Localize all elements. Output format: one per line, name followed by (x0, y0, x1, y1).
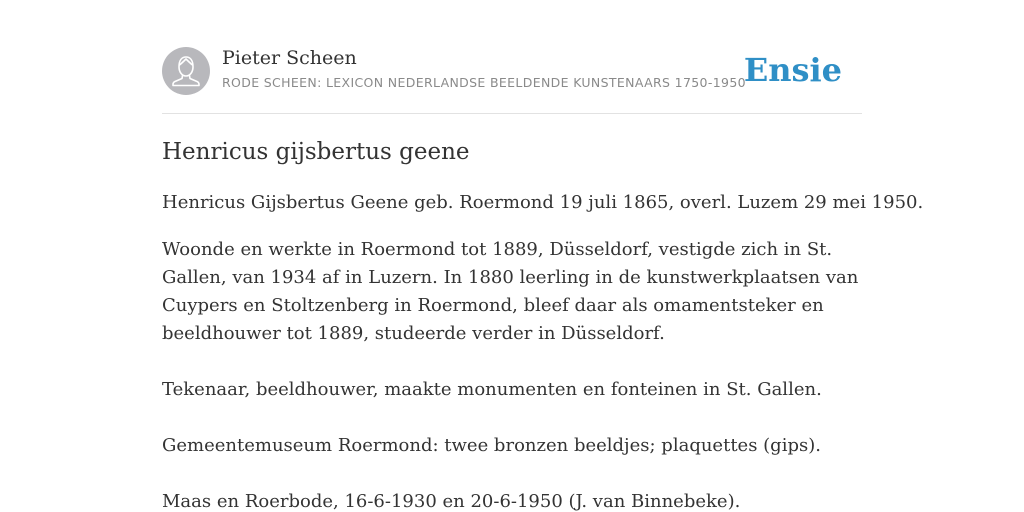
entry-header (162, 46, 862, 96)
entry-paragraph-biography: Woonde en werkte in Roermond tot 1889, Düsseldorf, vestigde zich in St. Gallen, van 1934 af in Luzern. In 1880 leerling in de kunstwerkplaatsen van Cuypers en Stoltzenberg in Roermond, bleef daar als omamentsteker en beeldhouwer tot 1889, studeerde verder in Düsseldorf. (162, 239, 859, 344)
entry-paragraph-sources: Maas en Roerbode, 16-6-1930 en 20-6-1950 (J. van Binnebeke). (162, 491, 741, 512)
author-avatar[interactable] (162, 47, 210, 95)
entry-paragraph-collections: Gemeentemuseum Roermond: twee bronzen beeldjes; plaquettes (gips). (162, 435, 821, 456)
entry-headword: Henricus gijsbertus geene (162, 139, 470, 165)
entry-paragraph-occupation: Tekenaar, beeldhouwer, maakte monumenten en fonteinen in St. Gallen. (162, 379, 822, 400)
header-divider (162, 113, 862, 114)
article-body (162, 136, 924, 512)
ensie-logo-link[interactable]: Ensie (743, 51, 842, 89)
author-name[interactable]: Pieter Scheen (222, 47, 357, 69)
source-title[interactable]: RODE SCHEEN: LEXICON NEDERLANDSE BEELDENDE KUNSTENAARS 1750-1950 (222, 75, 746, 90)
user-silhouette-icon (162, 47, 210, 95)
entry-paragraph-lead: Henricus Gijsbertus Geene geb. Roermond 19 juli 1865, overl. Luzem 29 mei 1950. (162, 192, 924, 213)
